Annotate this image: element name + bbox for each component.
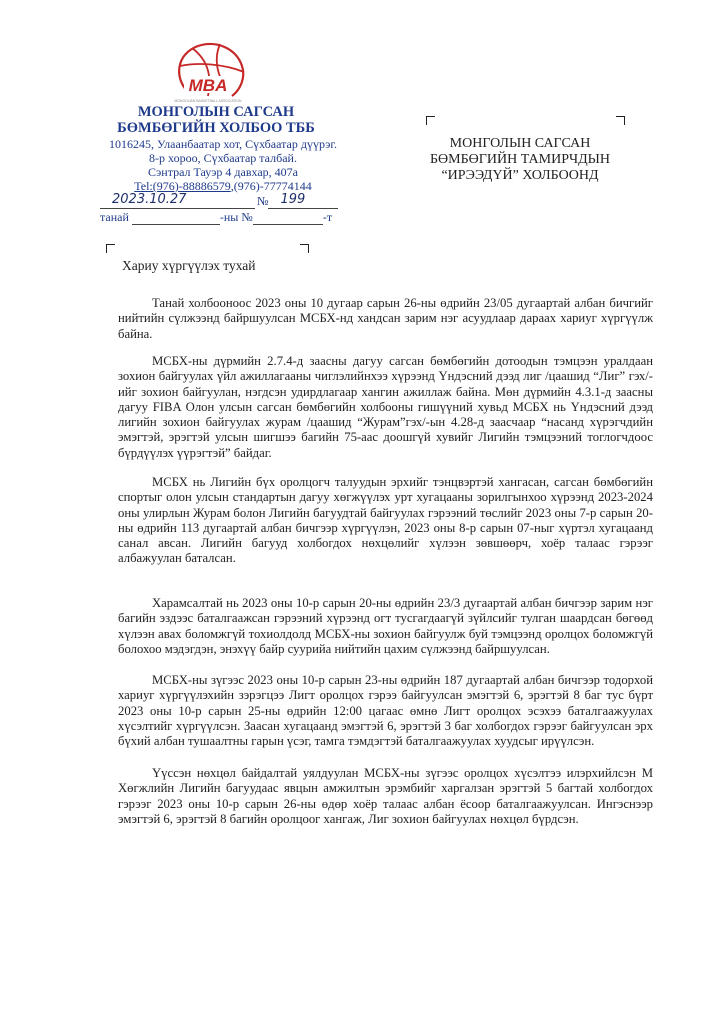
basketball-icon [168, 40, 250, 108]
body-paragraph-5: МСБХ-ны зүгээс 2023 оны 10-р сарын 23-ны өдрийн 187 дугаартай албан бичгээр тодорхой хариуг хүргүүлэхийн зэрэгцээ Лигт оролцох гэрээ байгуулсан эмэгтэй 6, эрэгтэй 8 баг тус бүрт 2023 оны 10-р сарын 25-ны өдрийн 12:00 цагаас өмнө Лигт оролцох эсэхээ баталгаажуулах хүсэлтийг хүргүүлсэн. Заасан хугацаанд эмэгтэй 6, эрэгтэй 3 баг холбогдох гэрээг байгуулсан эрх бүхий албан тушаалтны гарын үсэг, тамга тэмдэгтэй баталгаажуулах хуудсыг ирүүлсэн. [118, 673, 653, 749]
body-paragraph-3: МСБХ нь Лигийн бүх оролцогч талуудын эрхийг тэнцвэртэй хангасан, сагсан бөмбөгийн спортыг олон улсын стандартын дагуу хөгжүүлэх урт хугацааны зорилгынхоо хүрээнд 2023-2024 оны улирлын Журам болон Лигийн багуудтай байгуулах гэрээний төслийг 2023 оны 7-р сарын 20-ны өдрийн 113 дугаартай албан бичгээр хүргүүлэн, 2023 оны 8-р сарын 07-ныг хүртэл хугацаанд санал авсан. Лигийн багууд холбогдох нөхцөлийг хүлээн зөвшөөрч, хоёр талаас гэрээг албажуулан баталсан. [118, 475, 653, 566]
handwritten-number: 199 [280, 192, 306, 207]
recipient-corner-right [616, 116, 625, 125]
reply-middle: -ны № [219, 210, 253, 224]
mba-logo [168, 40, 250, 108]
reply-suffix: -т [322, 210, 333, 224]
sender-address-line2: 8-р хороо, Сүхбаатар талбай. [149, 151, 297, 165]
reference-date-line [100, 194, 340, 209]
recipient-corner-left [426, 116, 435, 125]
subject-corner-right [300, 244, 309, 253]
body-paragraph-4: Харамсалтай нь 2023 оны 10-р сарын 20-ны өдрийн 23/3 дугаартай албан бичгээр зарим нэг багийн эздээс баталгаажсан гэрээний хүрээнд огт тусгагдаагүй зүйлсийг тулган шаардсан бөгөөд хүлээн авах боломжгүй тохиолдолд МСБХ-ны зохион байгуулж буй тэмцээнд оролцох боломжгүй болохоо мэдэгдэн, энэхүү байр суурийа нийтийн цахим сүлжээнд байршуулсан. [118, 596, 653, 656]
sender-name-line2: БӨМБӨГИЙН ХОЛБОО ТББ [117, 120, 315, 136]
body-paragraph-1: Танай холбооноос 2023 оны 10 дугаар сарын 26-ны өдрийн 23/05 дугаартай албан бичгийг нийтийн сүлжээнд байршуулсан МСБХ-нд хандсан зарим нэг асуудлаар дараах хариуг хүргүүлж байна. [118, 296, 653, 341]
body-paragraph-6: Үүссэн нөхцөл байдалтай уялдуулан МСБХ-ны зүгээс оролцох хүсэлтээ илэрхийлсэн М Хөгжлийн Лигийн багуудаас явцын амжилтын эрэмбийг харгалзан эрэгтэй 5 багтай холбогдох гэрээг 2023 оны 10-р сарын 26-ны өдөр хоёр талаас албан ёсоор баталгаажуулсан. Ингэснээр эмэгтэй 6, эрэгтэй 8 багийн оролцоог хангаж, Лиг зохион байгуулах нөхцөл бүрдсэн. [118, 766, 653, 826]
logo-text: MBA [188, 76, 228, 95]
phone-rest: ,(976)-77774144 [230, 179, 312, 193]
reply-prefix: танай [100, 210, 129, 224]
date-field [100, 192, 255, 209]
recipient-line1: МОНГОЛЫН САГСАН [449, 136, 591, 151]
recipient-block [420, 136, 620, 184]
handwritten-date: 2023.10.27 [112, 192, 187, 207]
recipient-line2: БӨМБӨГИЙН ТАМИРЧДЫН [430, 152, 610, 167]
number-field [268, 192, 338, 209]
logo-tagline: MONGOLIAN BASKETBALL ASSOCIATION [174, 99, 242, 103]
number-label: № [257, 194, 269, 208]
phone-link[interactable]: Tel:(976)-88886579 [134, 179, 231, 193]
sender-address-line1: 1016245, Улаанбаатар хот, Сүхбаатар дүүрэг. [109, 137, 337, 151]
body-paragraph-2: МСБХ-ны дүрмийн 2.7.4-д заасны дагуу сагсан бөмбөгийн дотоодын тэмцээн уралдаан зохион байгуулах үйл ажиллагааны чиглэлийнхээ хүрээнд Үндэсний дээд лиг /цаашид “Лиг” гэх/-ийг зохион байгуулан, нэгдсэн удирдлагаар хангин ажиллаж байна. Мөн дүрмийн 4.3.1-д заасны дагуу FIBA Олон улсын сагсан бөмбөгийн холбооны гишүүний хувьд МСБХ нь Үндэсний дээд лигийн зохион байгуулах журам /цаашид “Журам”гэх/-ын 4.28-д заасчаар “насанд хүрэгчдийн эмэгтэй, эрэгтэй улсын шигшээ багийн 75-аас доошгүй хувийг Лигийн тэмцээний тоглогчдоос бүрдүүлэх үүрэгтэй” байдаг. [118, 354, 653, 460]
reply-reference-line [100, 210, 340, 225]
sender-name-line1: МОНГОЛЫН САГСАН [137, 104, 295, 120]
subject-line: Хариу хүргүүлэх тухай [122, 258, 256, 273]
subject-corner-left [106, 244, 115, 253]
reply-number-blank [253, 212, 323, 225]
sender-phone [108, 179, 338, 193]
recipient-line3: “ИРЭЭДҮЙ” ХОЛБООНД [441, 168, 599, 183]
reply-date-blank [132, 212, 220, 225]
sender-address-line3: Сэнтрал Тауэр 4 давхар, 407а [147, 165, 299, 179]
